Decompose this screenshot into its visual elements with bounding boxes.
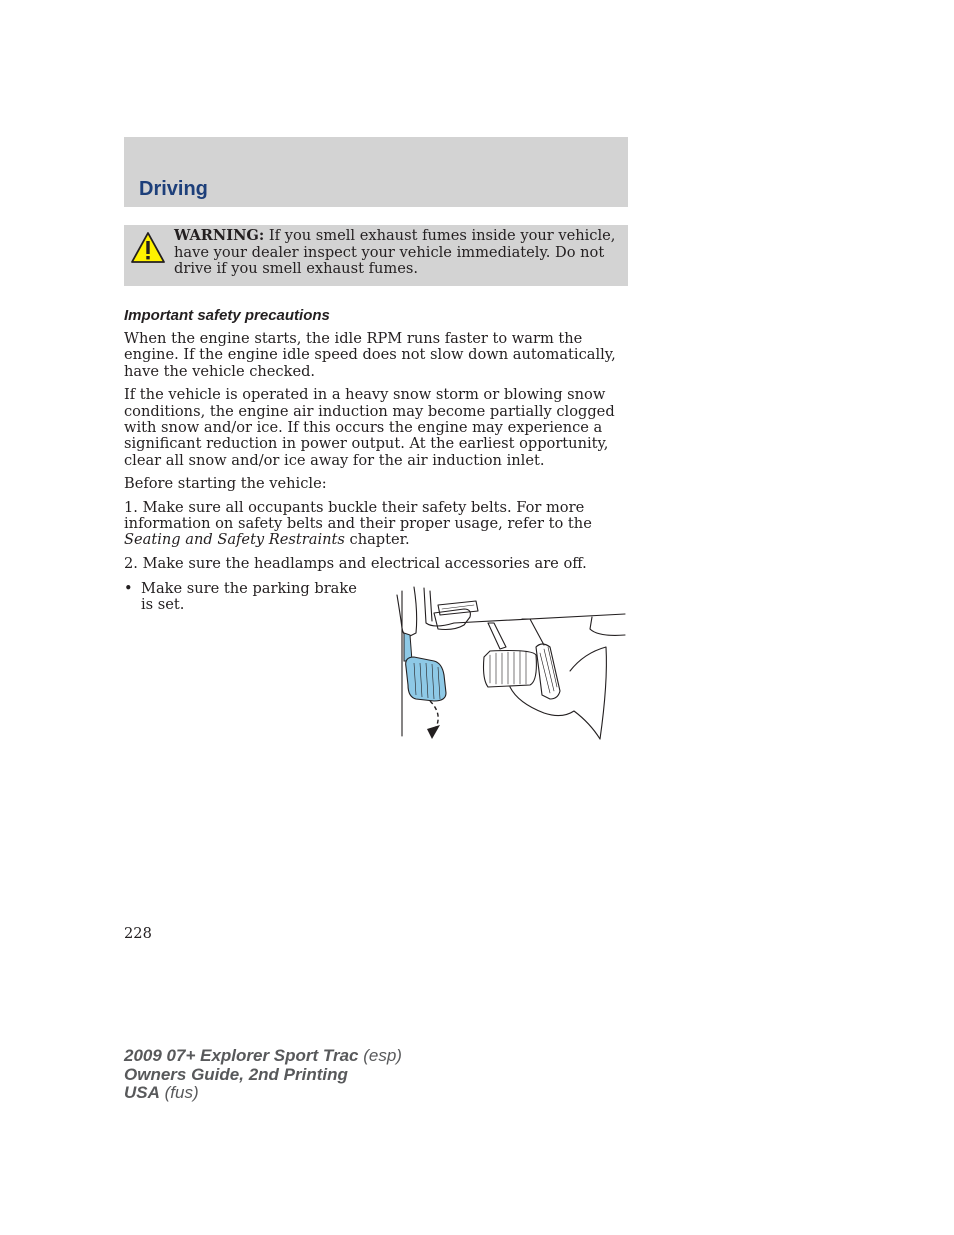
step-1-text: 1. Make sure all occupants buckle their safety belts. For more information on safety belts and their proper usage, refer to the xyxy=(124,498,592,533)
warning-text xyxy=(130,228,620,278)
bullet-text: Make sure the parking brake is set. xyxy=(141,580,357,614)
footer-model-code: (esp) xyxy=(358,1046,402,1065)
step-1-suffix: chapter. xyxy=(344,531,410,549)
bullet-dot-icon: • xyxy=(124,580,133,597)
warning-message: If you smell exhaust fumes inside your vehicle, have your dealer inspect your vehicle immediately. Do not drive if you smell exhaust fumes. xyxy=(174,227,616,277)
page-number: 228 xyxy=(124,925,152,942)
bullet-item xyxy=(124,581,364,614)
section-header-band xyxy=(124,137,628,207)
footer-line-1 xyxy=(124,1047,402,1066)
footer-line-3 xyxy=(124,1084,402,1103)
warning-label: WARNING: xyxy=(174,227,265,244)
footer-market: USA xyxy=(124,1083,160,1103)
subheading: Important safety precautions xyxy=(124,307,330,324)
footer-model: 2009 07+ Explorer Sport Trac xyxy=(124,1046,359,1065)
step-1-chapter-ref: Seating and Safety Restraints xyxy=(124,531,345,549)
warning-box xyxy=(124,225,628,286)
step-2: 2. Make sure the headlamps and electrical accessories are off. xyxy=(124,554,587,572)
footer-line-2: Owners Guide, 2nd Printing xyxy=(124,1064,348,1084)
paragraph-before-starting: Before starting the vehicle: xyxy=(124,475,327,493)
parking-brake-pedal-illustration xyxy=(394,583,628,741)
section-title: Driving xyxy=(139,178,208,200)
footer-market-code: (fus) xyxy=(159,1083,199,1103)
footer-publication-info xyxy=(124,1047,402,1103)
main-content xyxy=(124,306,628,579)
warning-triangle-icon xyxy=(130,231,166,265)
paragraph-snow-conditions: If the vehicle is operated in a heavy snow storm or blowing snow conditions, the engine air induction may become partially clogged with snow and/or ice. If this occurs the engine may experience a significant reduction in power output. At the earliest opportunity, clear all snow and/or ice away for the air induction inlet. xyxy=(124,386,615,469)
paragraph-idle-rpm: When the engine starts, the idle RPM runs faster to warm the engine. If the engine idle speed does not slow down automatically, have the vehicle checked. xyxy=(124,330,616,380)
step-1 xyxy=(124,500,628,549)
